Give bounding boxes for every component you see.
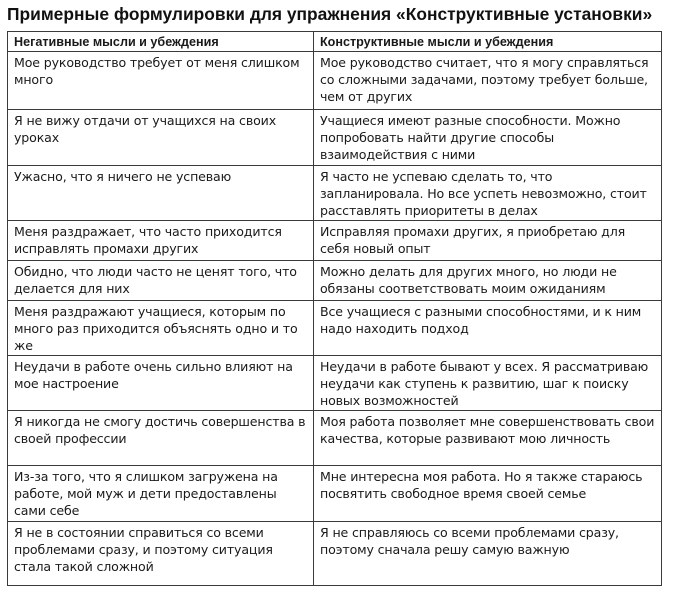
negative-thought: Я никогда не смогу достичь совершенства в своей профессии xyxy=(8,411,314,466)
table-row xyxy=(8,221,662,261)
table-row xyxy=(8,301,662,356)
thoughts-table xyxy=(7,31,662,586)
page-title: Примерные формулировки для упражнения «Конструктивные установки» xyxy=(7,4,653,24)
table-row xyxy=(8,52,662,110)
table-row xyxy=(8,466,662,522)
negative-thought: Мое руководство требует от меня слишком много xyxy=(8,52,314,110)
table-row xyxy=(8,110,662,166)
table-row xyxy=(8,522,662,586)
constructive-thought: Учащиеся имеют разные способности. Можно попробовать найти другие способы взаимодействия с ними xyxy=(314,110,662,166)
table-row xyxy=(8,356,662,411)
header-constructive: Конструктивные мысли и убеждения xyxy=(314,32,662,52)
negative-thought: Неудачи в работе очень сильно влияют на мое настроение xyxy=(8,356,314,411)
table-row xyxy=(8,411,662,466)
constructive-thought: Все учащиеся с разными способностями, и к ним надо находить подход xyxy=(314,301,662,356)
table-row xyxy=(8,261,662,301)
negative-thought: Меня раздражают учащиеся, которым по много раз приходится объяснять одно и то же xyxy=(8,301,314,356)
constructive-thought: Я часто не успеваю сделать то, что запланировала. Но все успеть невозможно, стоит расставлять приоритеты в делах xyxy=(314,166,662,221)
constructive-thought: Я не справляюсь со всеми проблемами сразу, поэтому сначала решу самую важную xyxy=(314,522,662,586)
negative-thought: Ужасно, что я ничего не успеваю xyxy=(8,166,314,221)
constructive-thought: Исправляя промахи других, я приобретаю для себя новый опыт xyxy=(314,221,662,261)
constructive-thought: Мое руководство считает, что я могу справляться со сложными задачами, поэтому требует больше, чем от других xyxy=(314,52,662,110)
negative-thought: Из-за того, что я слишком загружена на работе, мой муж и дети предоставлены сами себе xyxy=(8,466,314,522)
header-negative: Негативные мысли и убеждения xyxy=(8,32,314,52)
constructive-thought: Неудачи в работе бывают у всех. Я рассматриваю неудачи как ступень к развитию, шаг к поиску новых возможностей xyxy=(314,356,662,411)
negative-thought: Меня раздражает, что часто приходится исправлять промахи других xyxy=(8,221,314,261)
table-header-row xyxy=(8,32,662,52)
constructive-thought: Моя работа позволяет мне совершенствовать свои качества, которые развивают мою личность xyxy=(314,411,662,466)
negative-thought: Я не в состоянии справиться со всеми проблемами сразу, и поэтому ситуация стала такой сложной xyxy=(8,522,314,586)
constructive-thought: Можно делать для других много, но люди не обязаны соответствовать моим ожиданиям xyxy=(314,261,662,301)
table-row xyxy=(8,166,662,221)
negative-thought: Я не вижу отдачи от учащихся на своих уроках xyxy=(8,110,314,166)
negative-thought: Обидно, что люди часто не ценят того, что делается для них xyxy=(8,261,314,301)
constructive-thought: Мне интересна моя работа. Но я также стараюсь посвятить свободное время своей семье xyxy=(314,466,662,522)
